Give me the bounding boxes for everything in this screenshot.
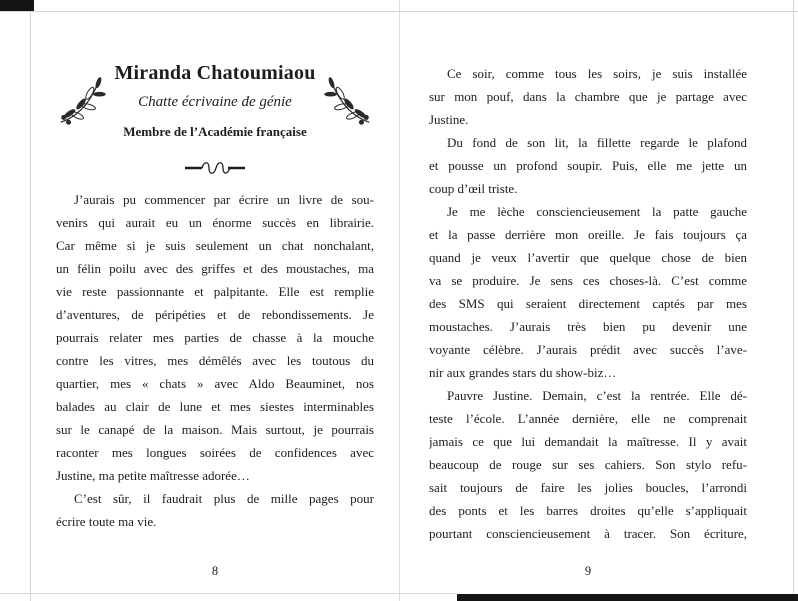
- text-line: contre les vitres, mes démêlés avec les toutous du: [56, 353, 374, 368]
- text-line: sait toujours de faire les jolies boucles, l’arrondi: [429, 480, 747, 495]
- laurel-branch-right-icon: [318, 74, 374, 128]
- text-line: et la passe derrière mon oreille. Je fais toujours ça: [429, 227, 747, 242]
- text-line: coup d’œil triste.: [429, 181, 518, 196]
- text-line: beaucoup de rouge sur ses cahiers. Son stylo refu-: [429, 457, 747, 472]
- chapter-subtitle: Chatte écrivaine de génie: [138, 94, 292, 110]
- page-right: [429, 0, 747, 601]
- text-line: balades au clair de lune et mes siestes interminables: [56, 399, 374, 414]
- text-line: voyante célèbre. J’aurais prédit avec succès l’ave-: [429, 342, 747, 357]
- page-number-right: 9: [584, 564, 592, 578]
- left-border-line: [30, 0, 31, 601]
- text-line: Car même si je suis seulement un chat nonchalant,: [56, 238, 374, 253]
- text-line: J’aurais pu commencer par écrire un livre de sou-: [74, 192, 374, 207]
- text-line: pourtant consciencieusement à tracer. Son écriture,: [429, 526, 747, 541]
- page-number-left: 8: [211, 564, 219, 578]
- laurel-branch-left-icon: [56, 74, 112, 128]
- text-line: venirs qui aurait eu un énorme succès en librairie.: [56, 215, 374, 230]
- text-line: Je me lèche consciencieusement la patte gauche: [447, 204, 747, 219]
- section-divider-ornament-icon: [183, 160, 247, 176]
- chapter-title: Miranda Chatoumiaou: [114, 62, 316, 84]
- text-line: des SMS qui seraient directement captés par mes: [429, 296, 747, 311]
- text-line: raconter mes longues soirées de confidences avec: [56, 445, 374, 460]
- text-line: va se produire. Je sens ces choses-là. C’est comme: [429, 273, 747, 288]
- text-line: Justine, ma petite maîtresse adorée…: [56, 468, 250, 483]
- page-gutter-line: [399, 0, 400, 601]
- corner-mark: [0, 0, 34, 11]
- text-line: vie reste passionnante et palpitante. Elle est remplie: [56, 284, 374, 299]
- text-line: quand je veux l’avertir que quelque chose de bien: [429, 250, 747, 265]
- text-line: Justine.: [429, 112, 469, 127]
- text-line: pourrais relater mes parties de chasse à la mouche: [56, 330, 374, 345]
- text-line: écrire toute ma vie.: [56, 514, 157, 529]
- text-line: Ce soir, comme tous les soirs, je suis installée: [447, 66, 747, 81]
- text-line: Pauvre Justine. Demain, c’est la rentrée. Elle dé-: [447, 388, 747, 403]
- chapter-affiliation: Membre de l’Académie française: [123, 124, 307, 139]
- text-line: des ponts et les barres droites qu’elle s’appliquait: [429, 503, 747, 518]
- right-page-text: [429, 0, 747, 545]
- text-line: teste l’école. L’année dernière, elle ne comprenait: [429, 411, 747, 426]
- text-line: un félin poilu avec des griffes et des moustaches, ma: [56, 261, 374, 276]
- text-line: et pousse un profond soupir. Puis, elle me jette un: [429, 158, 747, 173]
- text-line: C’est sûr, il faudrait plus de mille pages pour: [74, 491, 374, 506]
- text-line: Du fond de son lit, la fillette regarde le plafond: [447, 135, 747, 150]
- chapter-header: [56, 0, 374, 140]
- text-line: nir aux grandes stars du show-biz…: [429, 365, 617, 380]
- text-line: sur le canapé de la maison. Mais surtout, je pourrais: [56, 422, 374, 437]
- text-line: d’aventures, de péripéties et de rebondissements. Je: [56, 307, 374, 322]
- right-border-line: [793, 0, 794, 601]
- text-line: jamais ce que lui demandait la maîtresse. Il y avait: [429, 434, 747, 449]
- text-line: quartier, mes « chats » avec Aldo Beauminet, nos: [56, 376, 374, 391]
- page-left: [56, 0, 374, 601]
- left-page-text: [56, 188, 374, 533]
- chapter-title-block: [112, 62, 318, 140]
- text-line: moustaches. J’aurais très bien pu devenir une: [429, 319, 747, 334]
- text-line: sur mon pouf, dans la chambre que je partage avec: [429, 89, 747, 104]
